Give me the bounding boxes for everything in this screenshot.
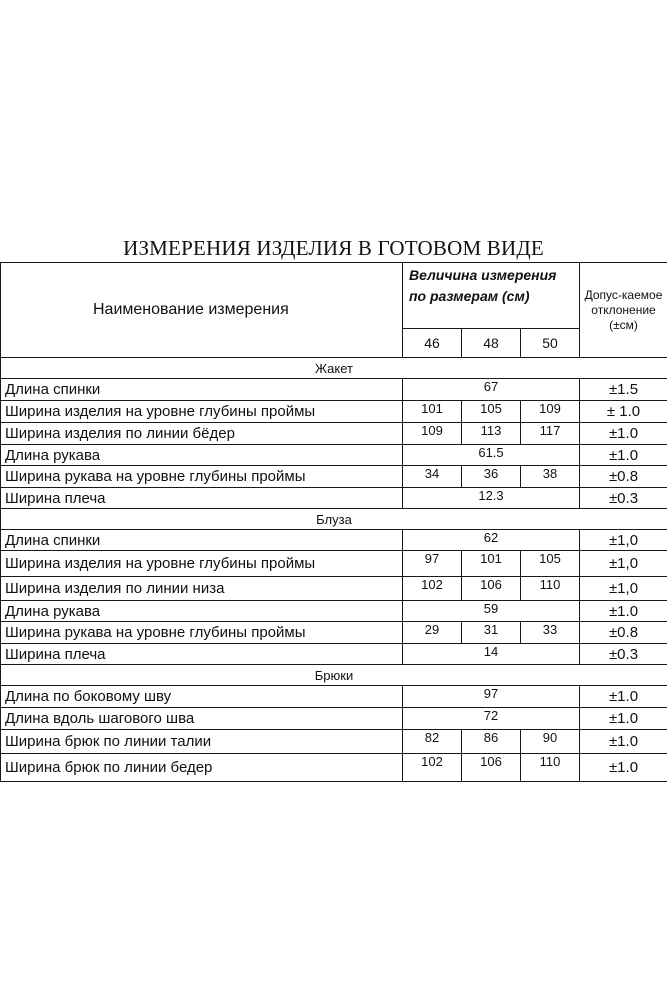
tolerance-value: ± 1.0	[580, 401, 667, 423]
measurement-name: Ширина изделия на уровне глубины проймы	[1, 401, 403, 423]
measurement-value: 36	[462, 466, 521, 488]
tolerance-value: ±1.0	[580, 423, 667, 445]
table-row	[1, 466, 667, 488]
measurement-value: 109	[403, 423, 462, 445]
table-row	[1, 530, 667, 551]
measurement-name: Ширина рукава на уровне глубины проймы	[1, 622, 403, 644]
tolerance-value: ±1.0	[580, 445, 667, 466]
measurement-value: 38	[521, 466, 580, 488]
table-row	[1, 622, 667, 644]
measurement-name: Длина по боковому шву	[1, 686, 403, 708]
measurement-name: Длина вдоль шагового шва	[1, 708, 403, 730]
table-row	[1, 401, 667, 423]
tolerance-value: ±1.0	[580, 686, 667, 708]
tolerance-value: ±1,0	[580, 530, 667, 551]
measurement-value: 102	[403, 754, 462, 782]
measurement-value: 102	[403, 577, 462, 601]
column-header-size: 50	[521, 329, 580, 358]
column-header-tolerance: Допус-каемое отклонение (±см)	[580, 263, 667, 358]
tolerance-value: ±1.0	[580, 601, 667, 622]
measurement-name: Ширина плеча	[1, 644, 403, 665]
measurement-value: 61.5	[403, 445, 580, 466]
measurement-name: Длина спинки	[1, 379, 403, 401]
tolerance-value: ±0.3	[580, 644, 667, 665]
table-row	[1, 686, 667, 708]
table-row	[1, 730, 667, 754]
measurement-value: 12.3	[403, 488, 580, 509]
table-row	[1, 445, 667, 466]
measurement-value: 109	[521, 401, 580, 423]
table-row	[1, 708, 667, 730]
table-row	[1, 644, 667, 665]
measurement-value: 86	[462, 730, 521, 754]
measurements-table	[0, 262, 667, 782]
measurement-name: Ширина изделия по линии бёдер	[1, 423, 403, 445]
measurement-name: Ширина плеча	[1, 488, 403, 509]
measurement-value: 105	[462, 401, 521, 423]
measurement-value: 110	[521, 577, 580, 601]
table-row	[1, 754, 667, 782]
measurement-name: Ширина изделия по линии низа	[1, 577, 403, 601]
measurement-value: 117	[521, 423, 580, 445]
table-row	[1, 423, 667, 445]
measurement-value: 67	[403, 379, 580, 401]
measurement-value: 82	[403, 730, 462, 754]
measurement-value: 29	[403, 622, 462, 644]
measurement-value: 110	[521, 754, 580, 782]
measurement-value: 33	[521, 622, 580, 644]
table-row	[1, 601, 667, 622]
measurement-value: 106	[462, 754, 521, 782]
table-row	[1, 488, 667, 509]
measurement-value: 14	[403, 644, 580, 665]
tolerance-value: ±1.0	[580, 754, 667, 782]
measurement-name: Ширина брюк по линии бедер	[1, 754, 403, 782]
measurement-value: 34	[403, 466, 462, 488]
measurement-name: Длина рукава	[1, 445, 403, 466]
measurement-value: 101	[462, 551, 521, 577]
measurement-value: 72	[403, 708, 580, 730]
section-header: Блуза	[1, 509, 667, 530]
tolerance-value: ±1,0	[580, 551, 667, 577]
column-header-size: 48	[462, 329, 521, 358]
measurement-value: 31	[462, 622, 521, 644]
tolerance-value: ±0.8	[580, 622, 667, 644]
measurement-value: 105	[521, 551, 580, 577]
measurement-value: 90	[521, 730, 580, 754]
measurement-value: 62	[403, 530, 580, 551]
tolerance-value: ±0.8	[580, 466, 667, 488]
measurement-value: 106	[462, 577, 521, 601]
table-row	[1, 577, 667, 601]
table-row	[1, 379, 667, 401]
tolerance-value: ±1.5	[580, 379, 667, 401]
measurement-value: 97	[403, 686, 580, 708]
document-title: ИЗМЕРЕНИЯ ИЗДЕЛИЯ В ГОТОВОМ ВИДЕ	[123, 236, 544, 260]
section-header: Жакет	[1, 358, 667, 379]
column-header-size: 46	[403, 329, 462, 358]
tolerance-value: ±1,0	[580, 577, 667, 601]
column-header-name: Наименование измерения	[1, 263, 403, 358]
measurement-name: Ширина брюк по линии талии	[1, 730, 403, 754]
tolerance-value: ±1.0	[580, 730, 667, 754]
tolerance-value: ±1.0	[580, 708, 667, 730]
tolerance-value: ±0.3	[580, 488, 667, 509]
measurement-name: Ширина изделия на уровне глубины проймы	[1, 551, 403, 577]
measurement-name: Длина спинки	[1, 530, 403, 551]
measurement-value: 113	[462, 423, 521, 445]
measurement-name: Длина рукава	[1, 601, 403, 622]
measurement-name: Ширина рукава на уровне глубины проймы	[1, 466, 403, 488]
measurement-value: 97	[403, 551, 462, 577]
section-header: Брюки	[1, 665, 667, 686]
column-header-size-group: Величина измерения по размерам (см)	[403, 263, 580, 329]
measurement-value: 59	[403, 601, 580, 622]
table-row	[1, 551, 667, 577]
measurement-value: 101	[403, 401, 462, 423]
